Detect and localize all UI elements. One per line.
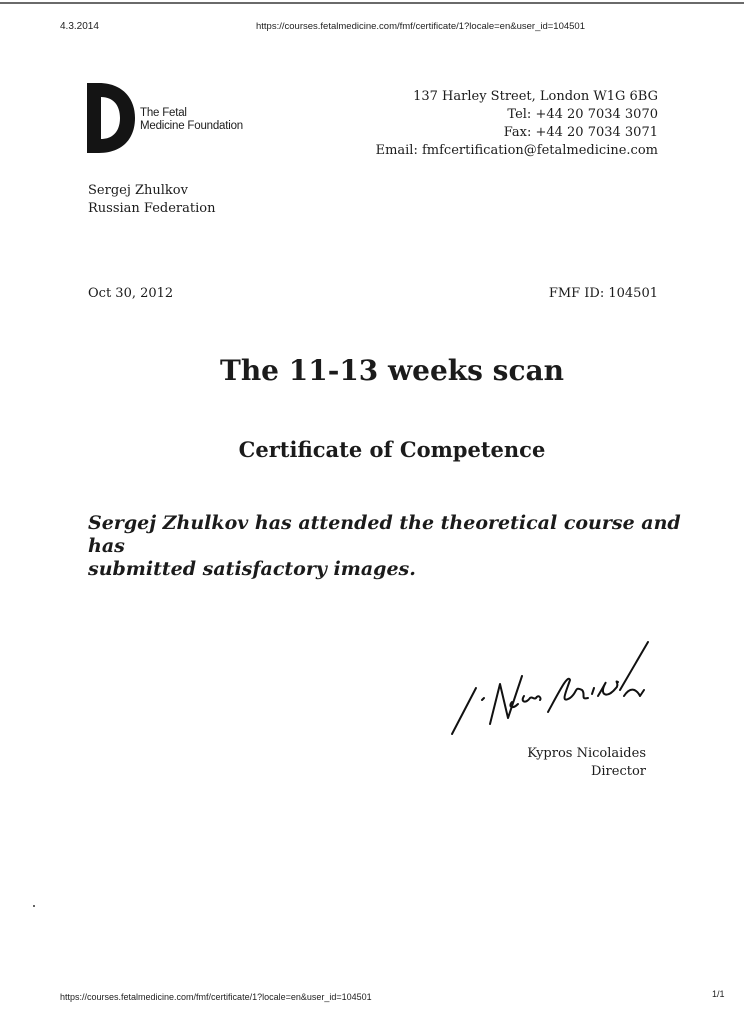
logo-text-line2: Medicine Foundation — [140, 120, 243, 132]
top-border-line — [0, 2, 744, 4]
certificate-subtitle: Certificate of Competence — [238, 437, 546, 462]
scan-speck — [33, 905, 35, 907]
statement-line-1: Sergej Zhulkov has attended the theoretical course and has — [88, 512, 681, 557]
street-address: 137 Harley Street, London W1G 6BG — [413, 89, 658, 104]
signatory-name: Kypros Nicolaides — [527, 746, 646, 761]
print-footer-url: https://courses.fetalmedicine.com/fmf/certificate/1?locale=en&user_id=104501 — [60, 992, 372, 1002]
foundation-name — [140, 107, 243, 133]
email: Email: fmfcertification@fetalmedicine.com — [375, 143, 658, 158]
recipient-country: Russian Federation — [88, 201, 216, 216]
print-header-url: https://courses.fetalmedicine.com/fmf/certificate/1?locale=en&user_id=104501 — [256, 21, 585, 32]
logo-text-line1: The Fetal — [140, 107, 187, 119]
issue-date: Oct 30, 2012 — [88, 286, 174, 301]
contact-block — [376, 88, 658, 160]
fax: Fax: +44 20 7034 3071 — [503, 125, 658, 140]
recipient-block — [88, 182, 215, 218]
recipient-name: Sergej Zhulkov — [88, 183, 188, 198]
statement-line-2: submitted satisfactory images. — [88, 558, 416, 580]
certificate-title: The 11-13 weeks scan — [219, 354, 564, 387]
fmf-logo-icon — [87, 83, 135, 153]
print-date: 4.3.2014 — [60, 21, 99, 32]
certificate-statement — [88, 512, 708, 581]
telephone: Tel: +44 20 7034 3070 — [507, 107, 658, 122]
page-number: 1/1 — [712, 989, 725, 999]
signature-image — [448, 640, 658, 740]
fmf-id: FMF ID: 104501 — [548, 286, 658, 301]
signatory-role: Director — [590, 764, 646, 779]
signatory-block — [527, 745, 646, 781]
